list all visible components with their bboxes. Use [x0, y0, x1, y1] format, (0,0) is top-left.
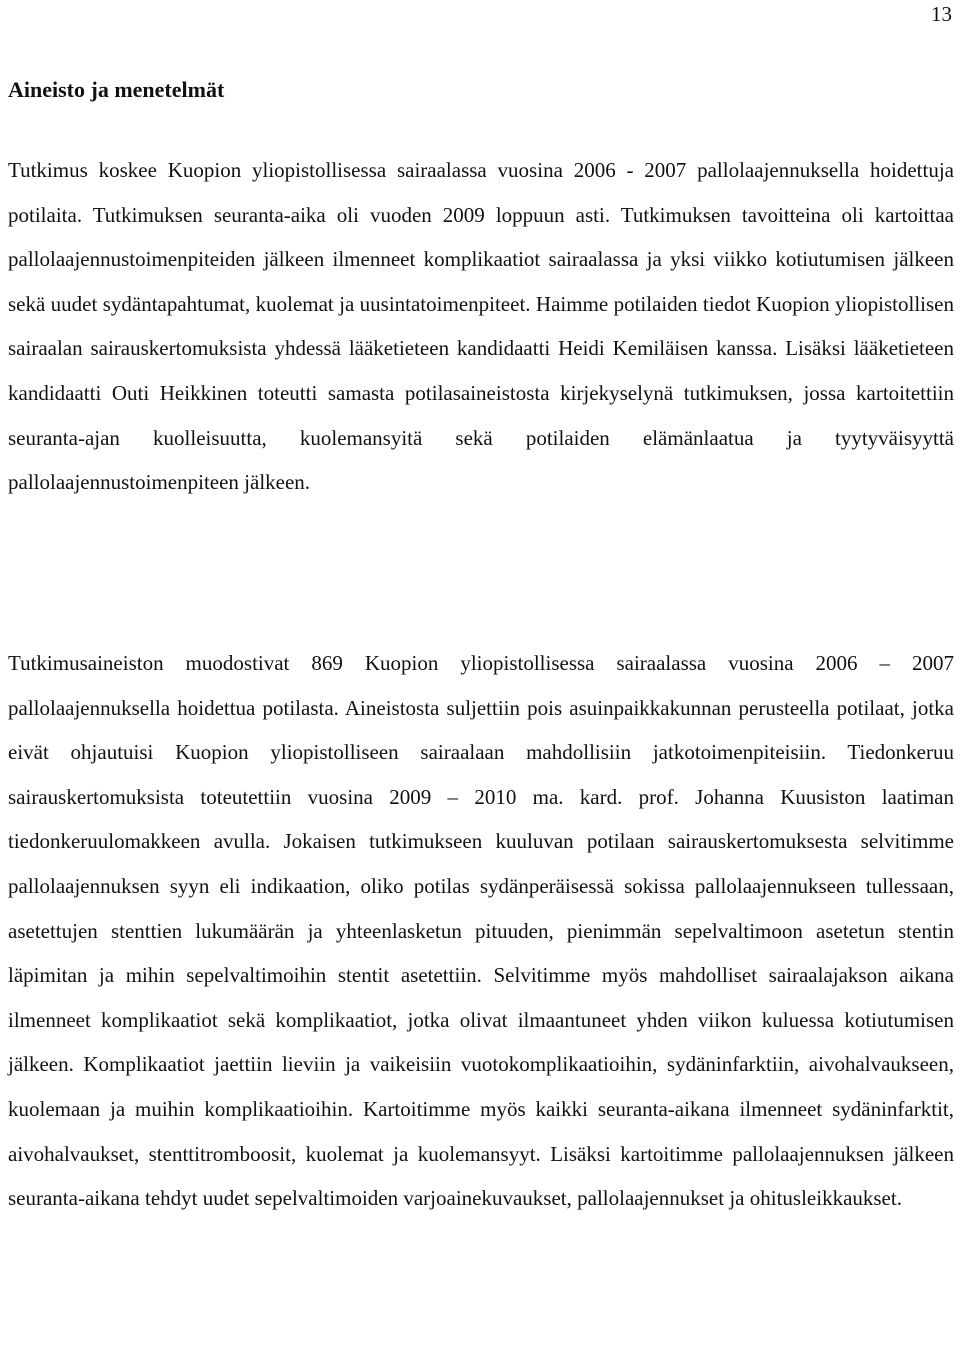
paragraph-study-material: Tutkimusaineiston muodostivat 869 Kuopion yliopistollisessa sairaalassa vuosina 2006 – 2007 pallolaajennuksella hoidettua potilasta. Aineistosta suljettiin pois asuinpaikkakunnan perusteella potilaat, jotka eivät ohjautuisi Kuopion yliopistolliseen sairaalaan mahdollisiin jatkotoimenpiteisiin. Tiedonkeruu sairauskertomuksista toteutettiin vuosina 2009 – 2010 ma. kard. prof. Johanna Kuusiston laatiman tiedonkeruulomakkeen avulla. Jokaisen tutkimukseen kuuluvan potilaan sairauskertomuksesta selvitimme pallolaajennuksen syyn eli indikaation, oliko potilas sydänperäisessä sokissa pallolaajennukseen tullessaan, asetettujen stenttien lukumäärän ja yhteenlasketun pituuden, pienimmän sepelvaltimoon asetetun stentin läpimitan ja mihin sepelvaltimoihin stentit asetettiin. Selvitimme myös mahdolliset sairaalajakson aikana ilmenneet komplikaatiot sekä komplikaatiot, jotka olivat ilmaantuneet yhden viikon kuluessa kotiutumisen jälkeen. Komplikaatiot jaettiin lieviin ja vaikeisiin vuotokomplikaatioihin, sydäninfarktiin, aivohalvaukseen, kuolemaan ja muihin komplikaatioihin. Kartoitimme myös kaikki seuranta-aikana ilmenneet sydäninfarktit, aivohalvaukset, stenttitromboosit, kuolemat ja kuolemansyyt. Lisäksi kartoitimme pallolaajennuksen jälkeen seuranta-aikana tehdyt uudet sepelvaltimoiden varjoainekuvaukset, pallolaajennukset ja ohitusleikkaukset. — [8, 651, 954, 1211]
paragraph-study-description: Tutkimus koskee Kuopion yliopistollisessa sairaalassa vuosina 2006 - 2007 pallolaajennuksella hoidettuja potilaita. Tutkimuksen seuranta-aika oli vuoden 2009 loppuun asti. Tutkimuksen tavoitteina oli kartoittaa pallolaajennustoimenpiteiden jälkeen ilmenneet komplikaatiot sairaalassa ja yksi viikko kotiutumisen jälkeen sekä uudet sydäntapahtumat, kuolemat ja uusintatoimenpiteet. Haimme potilaiden tiedot Kuopion yliopistollisen sairaalan sairauskertomuksista yhdessä lääketieteen kandidaatti Heidi Kemiläisen kanssa. Lisäksi lääketieteen kandidaatti Outi Heikkinen toteutti samasta potilasaineistosta kirjekyselynä tutkimuksen, jossa kartoitettiin seuranta-ajan kuolleisuutta, kuolemansyitä sekä potilaiden elämänlaatua ja tyytyväisyyttä pallolaajennustoimenpiteen jälkeen. — [8, 158, 954, 495]
page-number: 13 — [931, 2, 952, 26]
section-heading: Aineisto ja menetelmät — [8, 77, 225, 102]
